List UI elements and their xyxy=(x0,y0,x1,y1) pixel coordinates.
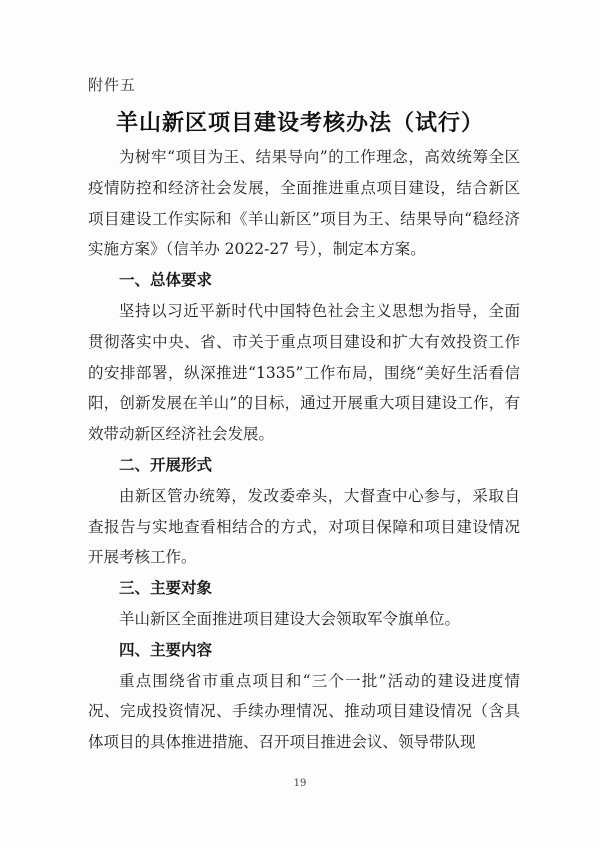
section-text-content: 重点围绕省市重点项目和“三个一批”活动的建设进度情况、完成投资情况、手续办理情况、推动项目建设情况（含具体项目的具体推进措施、召开项目推进会议、领导带队现 xyxy=(88,671,520,752)
attachment-label: 附件五 xyxy=(88,76,137,94)
document-title: 羊山新区项目建设考核办法（试行） xyxy=(115,111,484,136)
section-heading-content: 四、主要内容 xyxy=(119,640,213,659)
document-body xyxy=(88,142,520,758)
page-number: 19 xyxy=(293,778,307,789)
section-text-format: 由新区管办统筹，发改委牵头，大督查中心参与，采取自查报告与实地查看相结合的方式，对项目保障和项目建设情况开展考核工作。 xyxy=(88,486,520,567)
section-heading-format: 二、开展形式 xyxy=(119,455,213,474)
section-heading-targets: 三、主要对象 xyxy=(119,579,213,598)
section-heading-general-requirements: 一、总体要求 xyxy=(119,271,213,290)
section-text-targets: 羊山新区全面推进项目建设大会领取军令旗单位。 xyxy=(119,609,461,628)
intro-paragraph: 为树牢“项目为王、结果导向”的工作理念，高效统筹全区疫情防控和经济社会发展，全面推进重点项目建设，结合新区项目建设工作实际和《羊山新区”项目为王、结果导向“稳经济实施方案》（信羊办 2022-27 号），制定本方案。 xyxy=(88,148,520,259)
section-text-general-requirements: 坚持以习近平新时代中国特色社会主义思想为指导，全面贯彻落实中央、省、市关于重点项目建设和扩大有效投资工作的安排部署，纵深推进“1335”工作布局，围绕“美好生活看信阳，创新发展在羊山”的目标，通过开展重大项目建设工作，有效带动新区经济社会发展。 xyxy=(88,301,520,444)
